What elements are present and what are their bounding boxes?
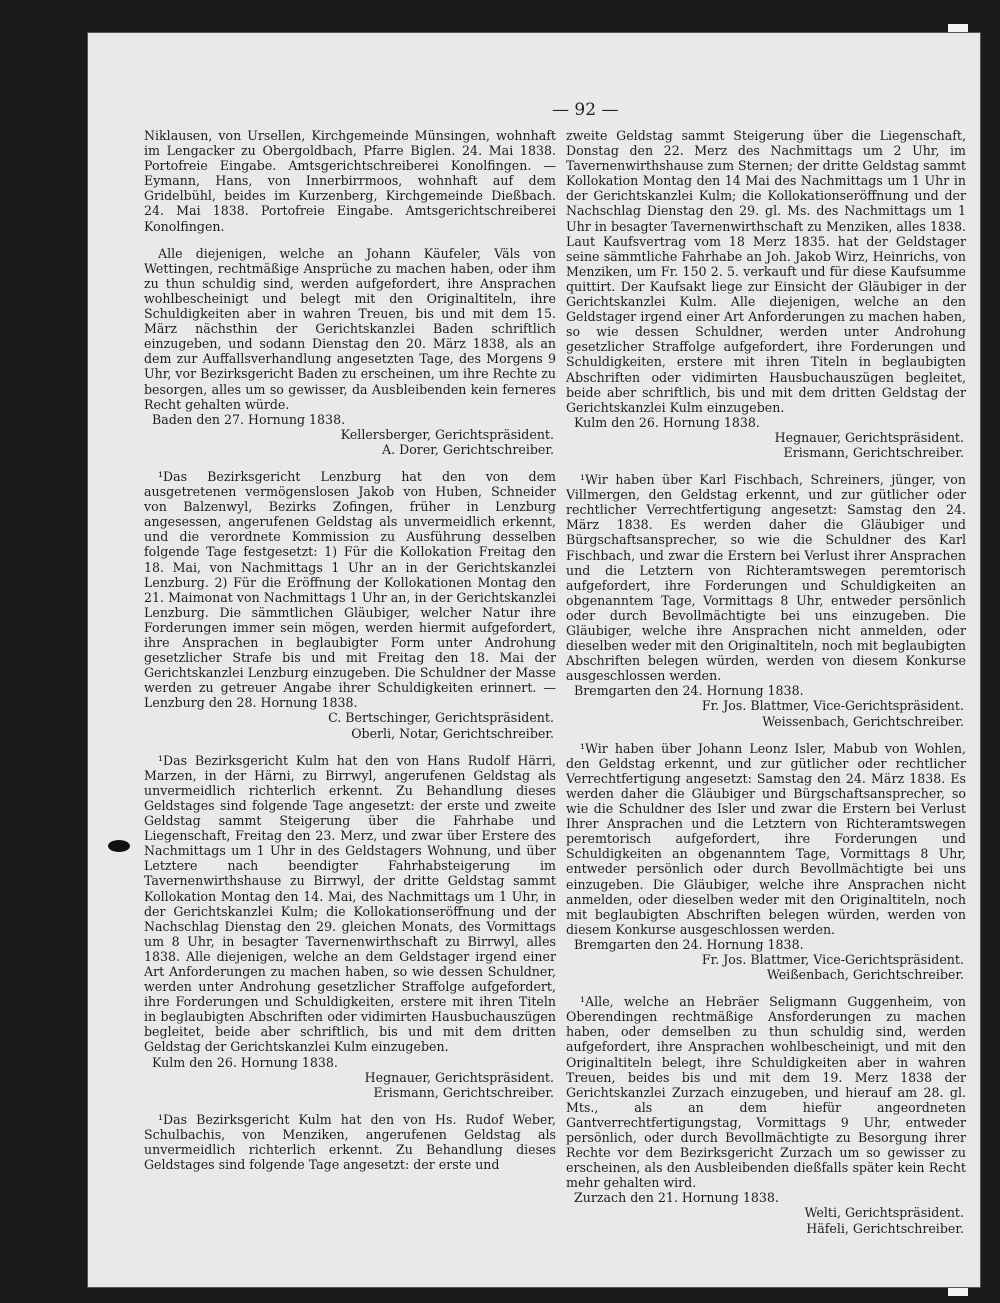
place-date: Kulm den 26. Hornung 1838. xyxy=(574,414,760,430)
signature-line: Kellersberger, Gerichtspräsident. xyxy=(340,426,554,442)
right-column xyxy=(566,128,966,1248)
place-date: Zurzach den 21. Hornung 1838. xyxy=(574,1190,779,1206)
page-number: — 92 — xyxy=(552,100,619,120)
notice-text: ¹Wir haben über Karl Fischbach, Schreiners, jünger, von Villmergen, den Geldstag erkennt, und zur gütlicher oder rechtlicher Verrechtfertigung angesetzt: Samstag den 24. März 1838. Es werden daher die Gläubiger und Bürgschaftsansprecher, so wie die Schuldner des Karl Fischbach, und zwar die Erstern bei Verlust ihrer Ansprachen und die Letztern von Richteramtswegen peremtorisch aufgefordert, ihre Forderungen und Schuldigkeiten an obgenanntem Tage, Vormittags 8 Uhr, entweder persönlich oder durch Bevollmächtigte bei uns einzugeben. Die Gläubiger, welche ihre Ansprachen nicht anmelden, oder dieselben weder mit den Originaltiteln, noch mit beglaubigten Abschriften belegen würden, werden von diesem Konkurse ausgeschlossen werden. xyxy=(566,472,966,684)
signature-line: Weißenbach, Gerichtschreiber. xyxy=(766,967,964,983)
signature-line: Fr. Jos. Blattmer, Vice-Gerichtspräsident. xyxy=(701,951,964,967)
notice-text: ¹Wir haben über Johann Leonz Isler, Mabub von Wohlen, den Geldstag erkennt, und zur gütlicher oder rechtlicher Verrechtfertigung angesetzt: Samstag den 24. März 1838. Es werden daher die Gläubiger und Bürgschaftsansprecher, so wie die Schuldner des Isler und zwar die Erstern bei Verlust Ihrer Ansprachen und die Letztern von Richteramtswegen peremtorisch aufgefordert, ihre Forderungen und Schuldigkeiten an obgenanntem Tage, Vormittags 8 Uhr, entweder persönlich oder durch Bevollmächtigte bei uns einzugeben. Die Gläubiger, welche ihre Ansprachen nicht anmelden, oder dieselben weder mit den Originaltiteln, noch mit beglaubigten Abschriften belegen würden, werden von diesem Konkurse ausgeschlossen werden. xyxy=(566,740,966,937)
notice-text: ¹Das Bezirksgericht Kulm hat den von Hs. Rudof Weber, Schulbachis, von Menziken, angerufenen Geldstag als unvermeidlich richterlich erkennt. Zu Behandlung dieses Geldstages sind folgende Tage angesetzt: der erste und xyxy=(144,1111,556,1173)
ink-blot xyxy=(108,840,130,852)
place-date: Bremgarten den 24. Hornung 1838. xyxy=(574,683,804,699)
notice-entry xyxy=(566,994,966,1236)
signature-line: Welti, Gerichtspräsident. xyxy=(804,1205,964,1221)
notice-text: ¹Das Bezirksgericht Kulm hat den von Hans Rudolf Härri, Marzen, in der Härni, zu Birrwyl, angerufenen Geldstag als unvermeidlich richterlich erkennt. Zu Behandlung dieses Geldstages sind folgende Tage angesetzt: der erste und zweite Geldstag sammt Steigerung über die Fahrhabe und Liegenschaft, Freitag den 23. Merz, und zwar über Erstere des Nachmittags um 1 Uhr in des Geldstagers Wohnung, und über Letztere nach beendigter Fahrhabsteigerung im Tavernenwirthshause zu Birrwyl, der dritte Geldstag sammt Kollokation Montag den 14. Mai, des Nachmittags um 1 Uhr, in der Gerichtskanzlei Kulm; die Kollokationseröffnung und der Nachschlag Dienstag den 29. gleichen Monats, des Vormittags um 8 Uhr, in besagter Tavernenwirthschaft zu Birrwyl, alles 1838. Alle diejenigen, welche an dem Geldstager irgend einer Art Anforderungen zu machen haben, so wie dessen Schuldner, werden unter Androhung gesetzlicher Straffolge aufgefordert, ihre Forderungen und Schuldigkeiten, erstere mit ihren Titeln in beglaubigten Abschriften oder vidimirten Hausbuchauszügen begleitet, beide aber schriftlich, bis und mit dem dritten Geldstag der Gerichtskanzlei Kulm einzugeben. xyxy=(144,752,556,1055)
place-date: Kulm den 26. Hornung 1838. xyxy=(152,1054,338,1070)
signature-line: Erismann, Gerichtschreiber. xyxy=(373,1084,554,1100)
notice-text: ¹Alle, welche an Hebräer Seligmann Guggenheim, von Oberendingen rechtmäßige Ansforderungen zu machen haben, oder demselben zu thun schuldig sind, werden aufgefordert, ihre Ansprachen wohlbescheinigt, und mit den Originaltiteln belegt, ihre Schuldigkeiten aber in wahren Treuen, beides bis und mit dem 19. Merz 1838 der Gerichtskanzlei Zurzach einzugeben, und hierauf am 28. gl. Mts., als an dem hiefür angeordneten Gantverrechtfertigungstag, Vormittags 9 Uhr, entweder persönlich, oder durch Bevollmächtigte zu Besorgung ihrer Rechte vor dem Bezirksgericht Zurzach um so gewisser zu erscheinen, als den Ausbleibenden dießfalls später kein Recht mehr gehalten wird. xyxy=(566,994,966,1191)
signature-line: C. Bertschinger, Gerichtspräsident. xyxy=(328,710,554,726)
signature-line: Häfeli, Gerichtschreiber. xyxy=(806,1220,964,1236)
notice-text: Alle diejenigen, welche an Johann Käufeler, Väls von Wettingen, rechtmäßige Ansprüche zu machen haben, oder ihm zu thun schuldig sind, werden aufgefordert, ihre Ansprachen wohlbescheinigt und belegt mit den Originaltiteln, ihre Schuldigkeiten aber in wahren Treuen, bis und mit dem 15. März nächsthin der Gerichtskanzlei Baden schriftlich einzugeben, und sodann Dienstag den 20. März 1838, als an dem zur Auffallsverhandlung angesetzten Tage, des Morgens 9 Uhr, vor Bezirksgericht Baden zu erscheinen, um ihre Rechte zu besorgen, alles um so gewisser, da Ausbleibenden kein ferneres Recht gehalten würde. xyxy=(144,245,556,412)
notice-entry xyxy=(566,472,966,729)
notice-entry xyxy=(144,753,556,1100)
signature-line: Weissenbach, Gerichtschreiber. xyxy=(762,713,964,729)
left-column xyxy=(144,128,556,1184)
signature-line: A. Dorer, Gerichtschreiber. xyxy=(382,441,554,457)
signature-line: Hegnauer, Gerichtspräsident. xyxy=(774,429,964,445)
signature-line: Hegnauer, Gerichtspräsident. xyxy=(364,1069,554,1085)
notice-text: zweite Geldstag sammt Steigerung über die Liegenschaft, Donstag den 22. Merz des Nachmittags um 2 Uhr, im Tavernenwirthshause zum Sternen; der dritte Geldstag sammt Kollokation Montag den 14 Mai des Nachmittags um 1 Uhr in der Gerichtskanzlei Kulm; die Kollokationseröffnung und der Nachschlag Dienstag den 29. gl. Ms. des Nachmittags um 1 Uhr in besagter Tavernenwirthschaft zu Menziken, alles 1838. Laut Kaufsvertrag vom 18 Merz 1835. hat der Geldstager seine sämmtliche Fahrhabe an Joh. Jakob Wirz, Heinrichs, von Menziken, um Fr. 150 2. 5. verkauft und für diese Kaufsumme quittirt. Der Kaufsakt liege zur Einsicht der Gläubiger in der Gerichtskanzlei Kulm. Alle diejenigen, welche an den Geldstager irgend einer Art Anforderungen zu machen haben, so wie dessen Schuldner, werden unter Androhung gesetzlicher Straffolge aufgefordert, ihre Forderungen und Schuldigkeiten, erstere mit ihren Titeln in beglaubigten Abschriften oder vidimirten Hausbuchauszügen begleitet, beide aber schriftlich, bis und mit dem dritten Geldstag der Gerichtskanzlei Kulm einzugeben. xyxy=(566,128,966,415)
notice-entry xyxy=(566,741,966,983)
notice-entry xyxy=(144,246,556,457)
signature-line: Erismann, Gerichtschreiber. xyxy=(783,444,964,460)
notice-entry xyxy=(144,469,556,741)
signature-line: Fr. Jos. Blattmer, Vice-Gerichtspräsident. xyxy=(701,698,964,714)
signature-line: Oberli, Notar, Gerichtschreiber. xyxy=(351,725,554,741)
notice-text: ¹Das Bezirksgericht Lenzburg hat den von dem ausgetretenen vermögenslosen Jakob von Huben, Schneider von Balzenwyl, Bezirks Zofingen, früher in Lenzburg angesessen, angerufenen Geldstag als unvermeidlich erkennt, und die verordnete Kommission zu Ausführung desselben folgende Tage festgesetzt: 1) Für die Kollokation Freitag den 18. Mai, von Nachmittags 1 Uhr an in der Gerichtskanzlei Lenzburg. 2) Für die Eröffnung der Kollokationen Montag den 21. Maimonat von Nachmittags 1 Uhr an, in der Gerichtskanzlei Lenzburg. Die sämmtlichen Gläubiger, welcher Natur ihre Forderungen immer sein mögen, werden hiermit aufgefordert, ihre Ansprachen in beglaubigter Form unter Androhung gesetzlicher Strafe bis und mit Freitag den 18. Mai der Gerichtskanzlei Lenzburg einzugeben. Die Schuldner der Masse werden zu getreuer Angabe ihrer Schuldigkeiten erinnert. — Lenzburg den 28. Hornung 1838. xyxy=(144,468,556,711)
place-date: Baden den 27. Hornung 1838. xyxy=(152,411,346,427)
notice-entry xyxy=(566,128,966,460)
place-date: Bremgarten den 24. Hornung 1838. xyxy=(574,936,804,952)
notice-entry xyxy=(144,1112,556,1172)
notice-entry xyxy=(144,128,556,234)
notice-text: Niklausen, von Ursellen, Kirchgemeinde Münsingen, wohnhaft im Lengacker zu Obergoldbach, Pfarre Biglen. 24. Mai 1838. Portofreie Eingabe. Amtsgerichtschreiberei Konolfingen. — Eymann, Hans, von Innerbirrmoos, wohnhaft auf dem Gridelbühl, beides im Kurzenberg, Kirchgemeinde Dießbach. 24. Mai 1838. Portofreie Eingabe. Amtsgerichtschreiberei Konolfingen. xyxy=(144,128,556,234)
